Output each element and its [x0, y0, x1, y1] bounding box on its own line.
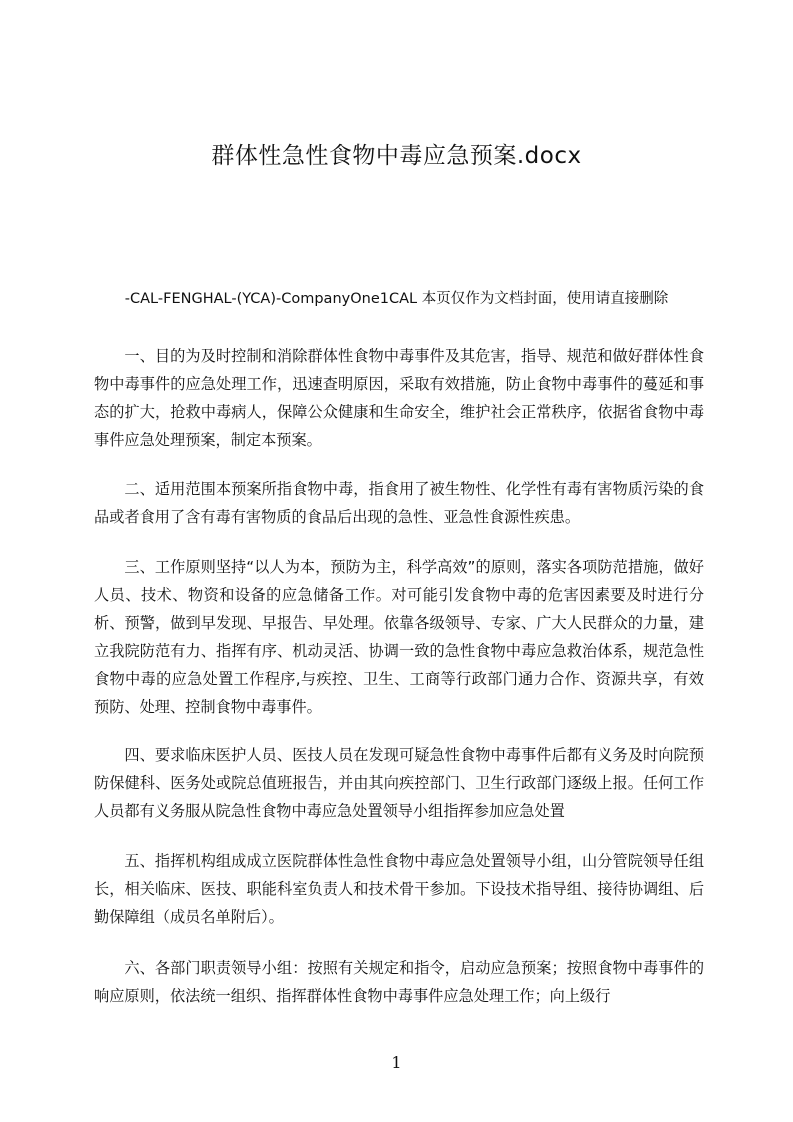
paragraph-purpose: 一、目的为及时控制和消除群体性食物中毒事件及其危害，指导、规范和做好群体性食物中毒事件的应急处理工作，迅速查明原因，采取有效措施，防止食物中毒事件的蔓延和事态的扩大，抢救中毒病人，保障公众健康和生命安全，维护社会正常秩序，依据省食物中毒事件应急处理预案，制定本预案。 — [94, 347, 704, 449]
paragraph-scope: 二、适用范围本预案所指食物中毒，指食用了被生物性、化学性有毒有害物质污染的食品或者食用了含有毒有害物质的食品后出现的急性、亚急性食源性疾患。 — [94, 480, 704, 526]
page-number: 1 — [391, 1053, 402, 1072]
document-title: 群体性急性食物中毒应急预案.docx — [211, 143, 582, 169]
paragraph-requirements: 四、要求临床医护人员、医技人员在发现可疑急性食物中毒事件后都有义务及时向院预防保健科、医务处或院总值班报告，并由其向疾控部门、卫生行政部门逐级上报。任何工作人员都有义务服从院急性食物中毒应急处置领导小组指挥参加应急处置 — [94, 746, 704, 820]
paragraph-principles: 三、工作原则坚持“以人为本，预防为主，科学高效”的原则，落实各项防范措施，做好人员、技术、物资和设备的应急储备工作。对可能引发食物中毒的危害因素要及时进行分析、预警，做到早发现、早报告、早处理。依靠各级领导、专家、广大人民群众的力量，建立我院防范有力、指挥有序、机动灵活、协调一致的急性食物中毒应急救治体系，规范急性食物中毒的应急处置工作程序,与疾控、卫生、工商等行政部门通力合作、资源共享，有效预防、处理、控制食物中毒事件。 — [94, 558, 704, 716]
paragraph-command-structure: 五、指挥机构组成成立医院群体性急性食物中毒应急处置领导小组，山分管院领导任组长，相关临床、医技、职能科室负责人和技术骨干参加。下设技术指导组、接待协调组、后勤保障组（成员名单附后）。 — [94, 852, 704, 926]
paragraph-responsibilities: 六、各部门职责领导小组：按照有关规定和指令，启动应急预案；按照食物中毒事件的响应原则，依法统一组织、指挥群体性食物中毒事件应急处理工作；向上级行 — [94, 959, 704, 1005]
cover-note: -CAL-FENGHAL-(YCA)-CompanyOne1CAL 本页仅作为文档封面，使用请直接删除 — [124, 291, 669, 307]
